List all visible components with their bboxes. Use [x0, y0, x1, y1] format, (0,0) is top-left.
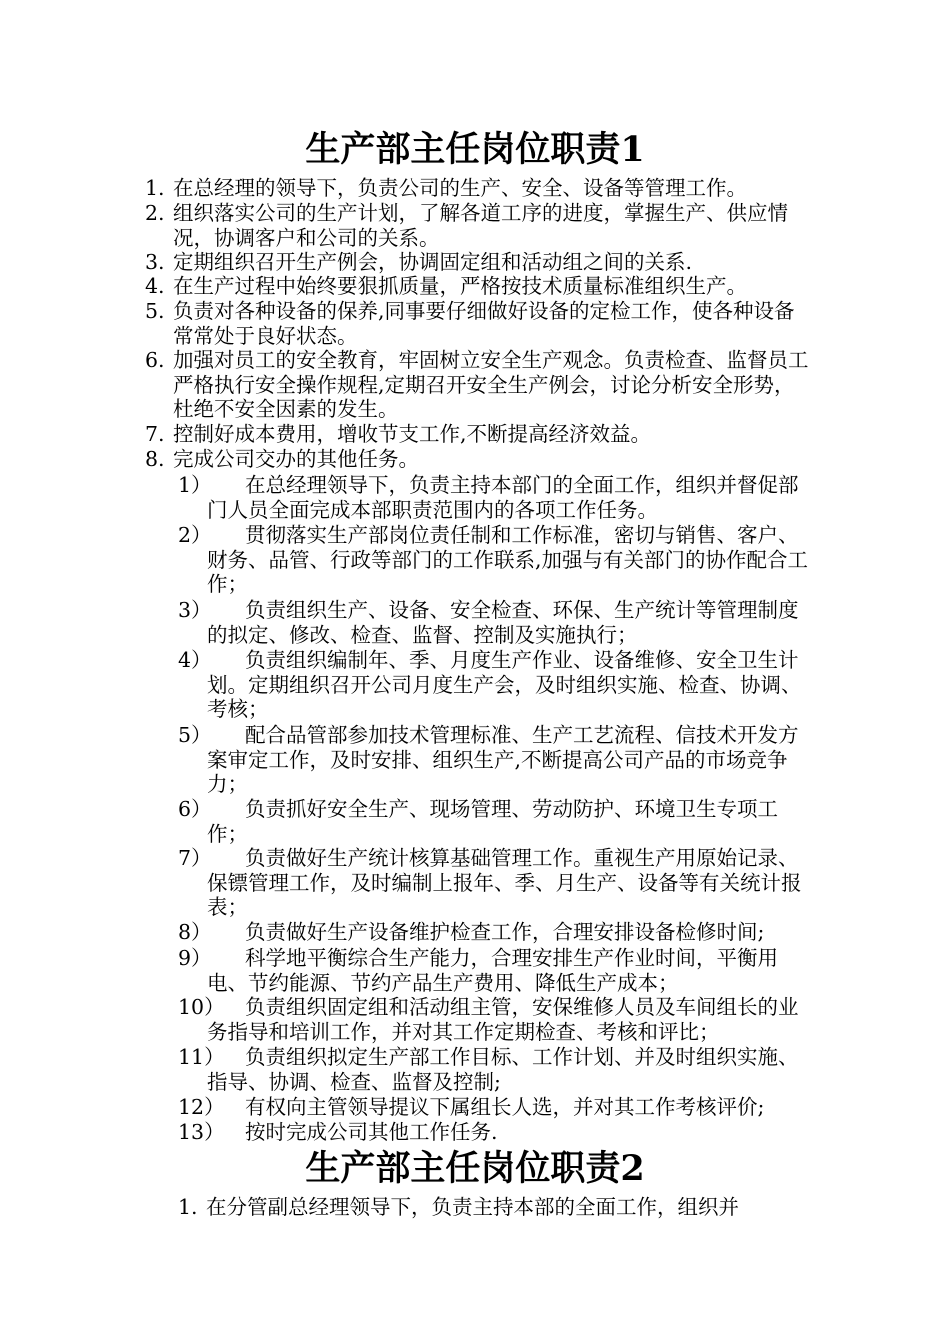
item-text: 负责对各种设备的保养,同事要仔细做好设备的定检工作，使各种设备常常处于良好状态。: [173, 299, 795, 348]
subitem-number: 8）: [178, 920, 212, 944]
subitem-text: 按时完成公司其他工作任务.: [245, 1120, 498, 1144]
item-number: 3.: [145, 250, 165, 274]
item-text: 在分管副总经理领导下，负责主持本部的全面工作，组织并: [206, 1195, 739, 1219]
subitem-text: 负责组织固定组和活动组主管，安保维修人员及车间组长的业务指导和培训工作，并对其工作定期检查、考核和评比；: [207, 995, 799, 1044]
item-text: 组织落实公司的生产计划，了解各道工序的进度，掌握生产、供应情况，协调客户和公司的关系。: [173, 201, 788, 250]
subitem-number: 11）: [178, 1045, 225, 1069]
subitem-text: 有权向主管领导提议下属组长人选，并对其工作考核评价;: [245, 1095, 765, 1119]
subitem-number: 1）: [178, 473, 212, 497]
subitem-number: 2）: [178, 523, 212, 547]
item-number: 2.: [145, 201, 165, 225]
subitem-text: 负责做好生产统计核算基础管理工作。重视生产用原始记录、保镖管理工作，及时编制上报年、季、月生产、设备等有关统计报表；: [207, 846, 802, 919]
subitem-text: 配合品管部参加技术管理标准、生产工艺流程、信技术开发方案审定工作，及时安排、组织生产,不断提高公司产品的市场竞争力；: [207, 723, 799, 796]
item-number: 1.: [145, 176, 165, 200]
subitem-text: 贯彻落实生产部岗位责任制和工作标准，密切与销售、客户、财务、品管、行政等部门的工作联系,加强与有关部门的协作配合工作；: [207, 523, 809, 596]
subitem-number: 6）: [178, 797, 212, 821]
subitem-text: 负责组织生产、设备、安全检查、环保、生产统计等管理制度的拟定、修改、检查、监督、控制及实施执行；: [207, 598, 799, 647]
subitem-number: 9）: [178, 946, 212, 970]
subitem-text: 负责抓好安全生产、现场管理、劳动防护、环境卫生专项工作；: [207, 797, 778, 846]
item-text: 在生产过程中始终要狠抓质量，严格按技术质量标准组织生产。: [173, 274, 747, 298]
subitem-number: 5）: [178, 723, 212, 747]
subitem-text: 负责做好生产设备维护检查工作，合理安排设备检修时间;: [245, 920, 765, 944]
subitem-number: 10）: [178, 995, 225, 1019]
item-number: 5.: [145, 299, 165, 323]
subitem-text: 在总经理领导下，负责主持本部门的全面工作，组织并督促部门人员全面完成本部职责范围内的各项工作任务。: [207, 473, 799, 522]
subitem-number: 4）: [178, 648, 212, 672]
item-text: 控制好成本费用，增收节支工作,不断提高经济效益。: [173, 422, 652, 446]
subitem-text: 负责组织拟定生产部工作目标、工作计划、并及时组织实施、指导、协调、检查、监督及控制;: [207, 1045, 799, 1094]
section1-title: 生产部主任岗位职责1: [305, 129, 645, 170]
item-text: 加强对员工的安全教育，牢固树立安全生产观念。负责检查、监督员工严格执行安全操作规程,定期召开安全生产例会，讨论分析安全形势，杜绝不安全因素的发生。: [173, 348, 809, 421]
item-number: 7.: [145, 422, 165, 446]
item-text: 定期组织召开生产例会，协调固定组和活动组之间的关系.: [173, 250, 693, 274]
item-number: 6.: [145, 348, 165, 372]
subitem-number: 12）: [178, 1095, 225, 1119]
item-number: 8.: [145, 447, 165, 471]
subitem-number: 3）: [178, 598, 212, 622]
item-text: 完成公司交办的其他任务。: [173, 447, 419, 471]
item-number: 1.: [178, 1195, 198, 1219]
subitem-number: 13）: [178, 1120, 225, 1144]
item-text: 在总经理的领导下，负责公司的生产、安全、设备等管理工作。: [173, 176, 747, 200]
item-number: 4.: [145, 274, 165, 298]
subitem-number: 7）: [178, 846, 212, 870]
section2-title: 生产部主任岗位职责2: [305, 1148, 645, 1189]
subitem-text: 负责组织编制年、季、月度生产作业、设备维修、安全卫生计划。定期组织召开公司月度生产会，及时组织实施、检查、协调、考核；: [207, 648, 802, 721]
subitem-text: 科学地平衡综合生产能力，合理安排生产作业时间，平衡用电、节约能源、节约产品生产费用、降低生产成本；: [207, 946, 778, 995]
